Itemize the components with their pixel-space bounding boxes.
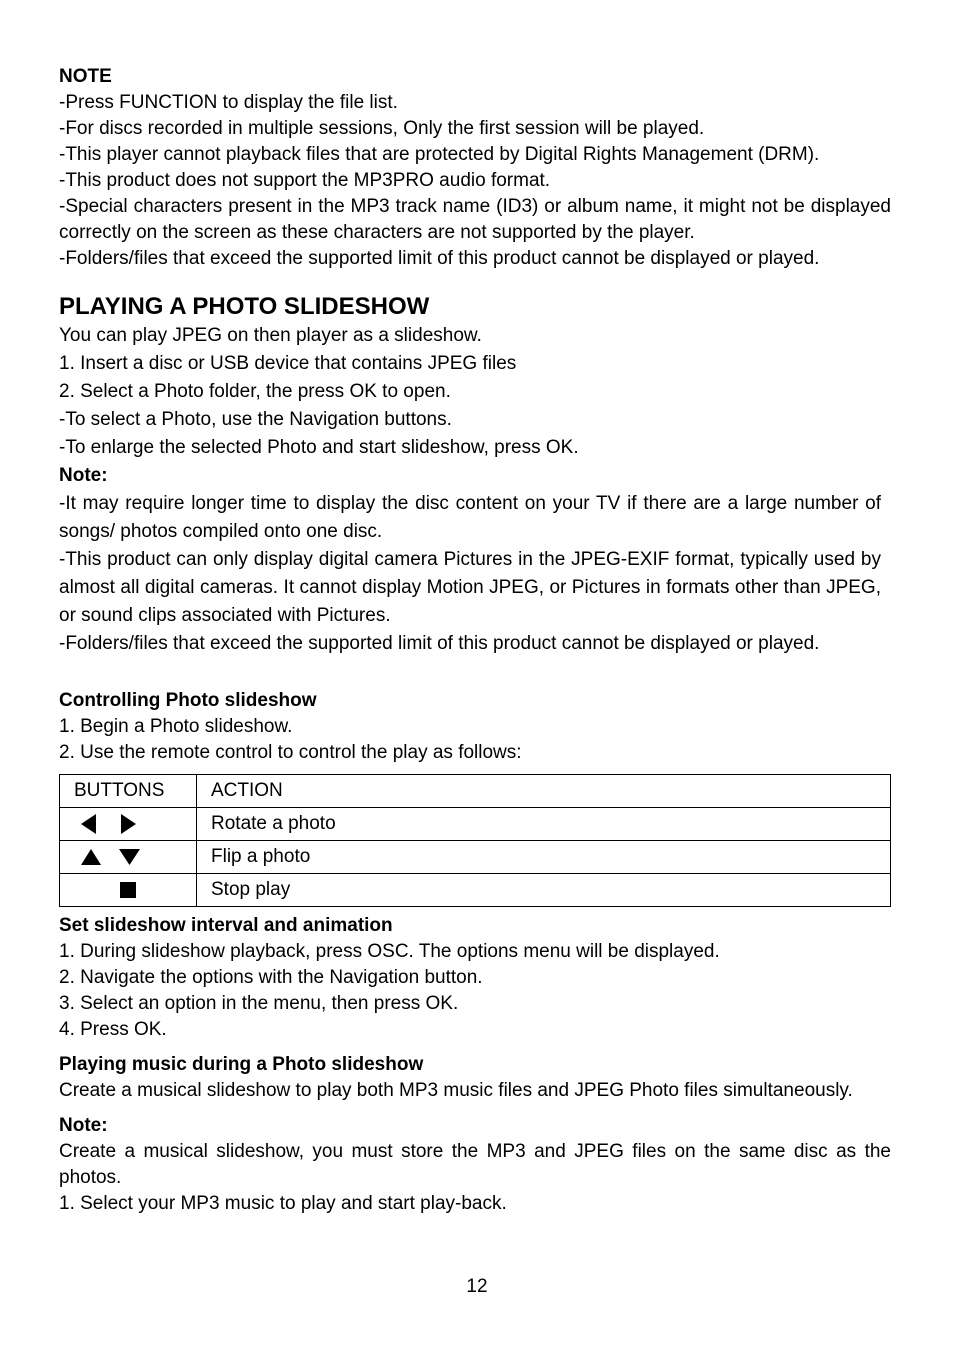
table-header-row bbox=[60, 775, 891, 808]
table-row bbox=[60, 874, 891, 907]
document-page bbox=[59, 64, 891, 1217]
note-item: -This player cannot playback files that are protected by Digital Rights Management (DRM). bbox=[59, 144, 820, 165]
controlling-heading: Controlling Photo slideshow bbox=[59, 690, 317, 711]
note-item: -Special characters present in the MP3 track name (ID3) or album name, it might not be displayed correctly on the screen as these characters are not supported by the player. bbox=[59, 196, 891, 243]
column-header-action: ACTION bbox=[197, 775, 891, 808]
slideshow-note: -This product can only display digital camera Pictures in the JPEG-EXIF format, typically used by almost all digital cameras. It cannot display Motion JPEG, or Pictures in formats other than JPEG, or sound clips associated with Pictures. bbox=[59, 549, 881, 626]
flip-buttons-cell bbox=[60, 841, 197, 874]
section-heading-slideshow: PLAYING A PHOTO SLIDESHOW bbox=[59, 293, 430, 320]
slideshow-step: 1. Insert a disc or USB device that contains JPEG files bbox=[59, 353, 517, 374]
slideshow-step: -To select a Photo, use the Navigation buttons. bbox=[59, 409, 452, 430]
action-cell: Flip a photo bbox=[197, 841, 891, 874]
note-item: -For discs recorded in multiple sessions, Only the first session will be played. bbox=[59, 118, 705, 139]
stop-square-icon bbox=[119, 881, 137, 899]
slideshow-step: 2. Select a Photo folder, the press OK to open. bbox=[59, 381, 451, 402]
table-row bbox=[60, 841, 891, 874]
stop-button-cell bbox=[60, 874, 197, 907]
interval-step: 2. Navigate the options with the Navigation button. bbox=[59, 967, 483, 988]
controls-table bbox=[59, 774, 891, 907]
slideshow-note: -Folders/files that exceed the supported limit of this product cannot be displayed or played. bbox=[59, 633, 820, 654]
note-item: -This product does not support the MP3PRO audio format. bbox=[59, 170, 551, 191]
interval-step: 3. Select an option in the menu, then press OK. bbox=[59, 993, 459, 1014]
slideshow-step: -To enlarge the selected Photo and start slideshow, press OK. bbox=[59, 437, 579, 458]
music-note-text: Create a musical slideshow, you must store the MP3 and JPEG files on the same disc as the photos. bbox=[59, 1141, 891, 1188]
controlling-step: 2. Use the remote control to control the play as follows: bbox=[59, 742, 522, 763]
interval-step: 1. During slideshow playback, press OSC. The options menu will be displayed. bbox=[59, 941, 720, 962]
left-right-arrows-icon bbox=[78, 813, 138, 835]
music-step: 1. Select your MP3 music to play and start play-back. bbox=[59, 1193, 507, 1214]
note-item: -Press FUNCTION to display the file list. bbox=[59, 92, 398, 113]
column-header-buttons: BUTTONS bbox=[60, 775, 197, 808]
music-text: Create a musical slideshow to play both MP3 music files and JPEG Photo files simultaneously. bbox=[59, 1080, 853, 1101]
action-cell: Rotate a photo bbox=[197, 808, 891, 841]
interval-heading: Set slideshow interval and animation bbox=[59, 915, 393, 936]
controlling-step: 1. Begin a Photo slideshow. bbox=[59, 716, 293, 737]
slideshow-note-title: Note: bbox=[59, 465, 108, 486]
music-heading: Playing music during a Photo slideshow bbox=[59, 1054, 424, 1075]
slideshow-intro: You can play JPEG on then player as a slideshow. bbox=[59, 325, 482, 346]
table-row bbox=[60, 808, 891, 841]
note-item: -Folders/files that exceed the supported limit of this product cannot be displayed or played. bbox=[59, 248, 820, 269]
rotate-buttons-cell bbox=[60, 808, 197, 841]
slideshow-note: -It may require longer time to display the disc content on your TV if there are a large number of songs/ photos compiled onto one disc. bbox=[59, 493, 881, 542]
page-number: 12 bbox=[466, 1276, 488, 1297]
music-note-title: Note: bbox=[59, 1115, 108, 1136]
up-down-arrows-icon bbox=[80, 847, 142, 867]
interval-step: 4. Press OK. bbox=[59, 1019, 167, 1040]
action-cell: Stop play bbox=[197, 874, 891, 907]
note-title: NOTE bbox=[59, 66, 112, 87]
